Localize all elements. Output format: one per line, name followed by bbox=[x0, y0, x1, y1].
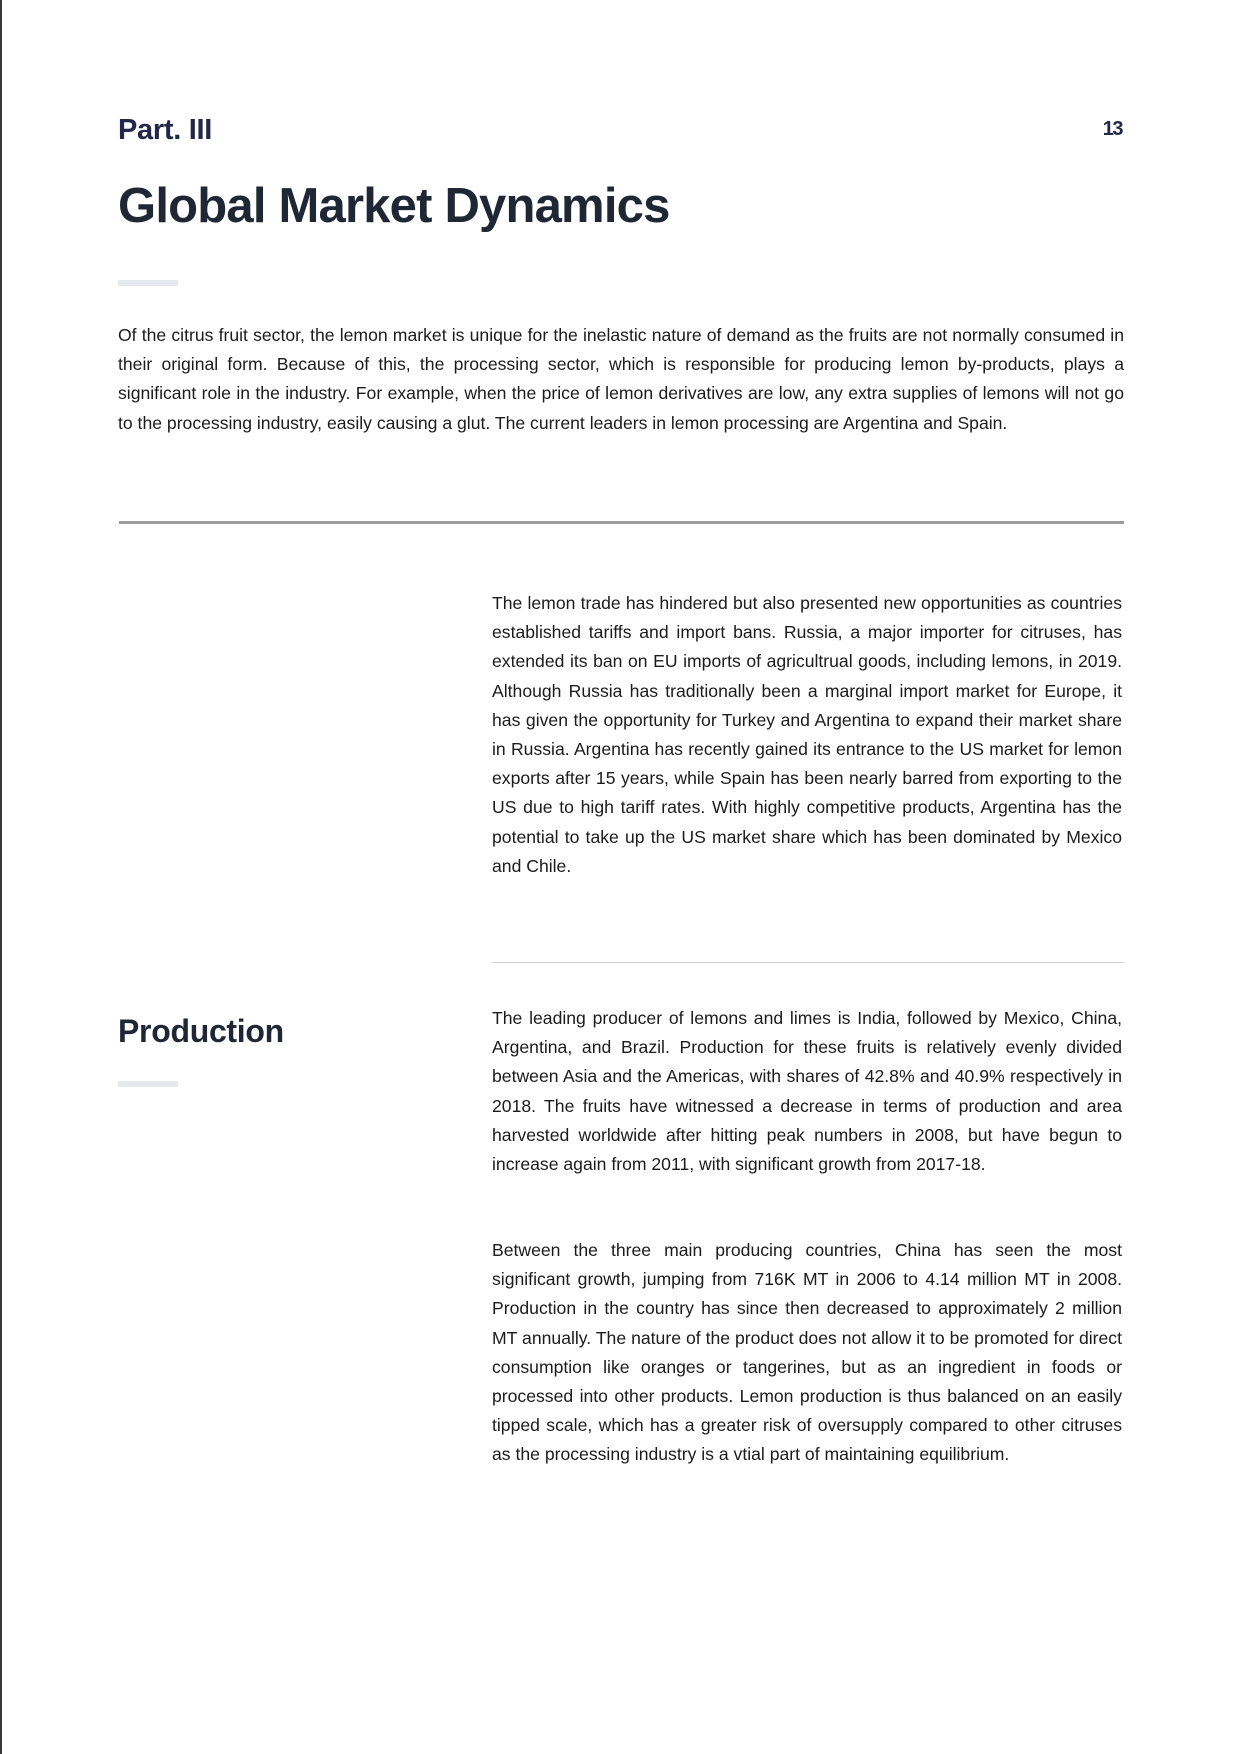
production-paragraph: The leading producer of lemons and limes is India, followed by Mexico, China, Argentina, and Brazil. Production for these fruits is relatively evenly divided between Asia and the Americas, with shares of 42.8% and 40.9% respectively in 2018. The fruits have witnessed a decrease in terms of production and area harvested worldwide after hitting peak numbers in 2008, but have begun to increase again from 2011, with significant growth from 2017-18. bbox=[492, 1008, 1122, 1175]
page-edge-border bbox=[0, 0, 2, 1754]
intro-paragraph: Of the citrus fruit sector, the lemon market is unique for the inelastic nature of demand as the fruits are not normally consumed in their original form. Because of this, the processing sector, which is responsible for producing lemon by-products, plays a significant role in the industry. For example, when the price of lemon derivatives are low, any extra supplies of lemons will not go to the processing industry, easily causing a glut. The current leaders in lemon processing are Argentina and Spain. bbox=[118, 325, 1124, 433]
production-heading: Production bbox=[118, 1013, 284, 1049]
trade-paragraph: The lemon trade has hindered but also presented new opportunities as countries established tariffs and import bans. Russia, a major importer for citruses, has extended its ban on EU imports of agricultrual goods, including lemons, in 2019. Although Russia has traditionally been a marginal import market for Europe, it has given the opportunity for Turkey and Argentina to expand their market share in Russia. Argentina has recently gained its entrance to the US market for lemon exports after 15 years, while Spain has been nearly barred from exporting to the US due to high tariff rates. With highly competitive products, Argentina has the potential to take up the US market share which has been dominated by Mexico and Chile. bbox=[492, 593, 1122, 876]
page-title: Global Market Dynamics bbox=[118, 179, 670, 233]
production-paragraph: Between the three main producing countries, China has seen the most significant growth, jumping from 716K MT in 2006 to 4.14 million MT in 2008. Production in the country has since then decreased to approximately 2 million MT annually. The nature of the product does not allow it to be promoted for direct consumption like oranges or tangerines, but as an ingredient in foods or processed into other products. Lemon production is thus balanced on an easily tipped scale, which has a greater risk of oversupply compared to other citruses as the processing industry is a vtial part of maintaining equilibrium. bbox=[492, 1240, 1122, 1465]
section-divider bbox=[119, 521, 1124, 524]
part-label: Part. III bbox=[118, 114, 212, 146]
page-number: 13 bbox=[1102, 118, 1122, 140]
title-accent-bar bbox=[118, 280, 178, 286]
production-accent-bar bbox=[118, 1081, 178, 1087]
column-divider bbox=[492, 962, 1124, 963]
